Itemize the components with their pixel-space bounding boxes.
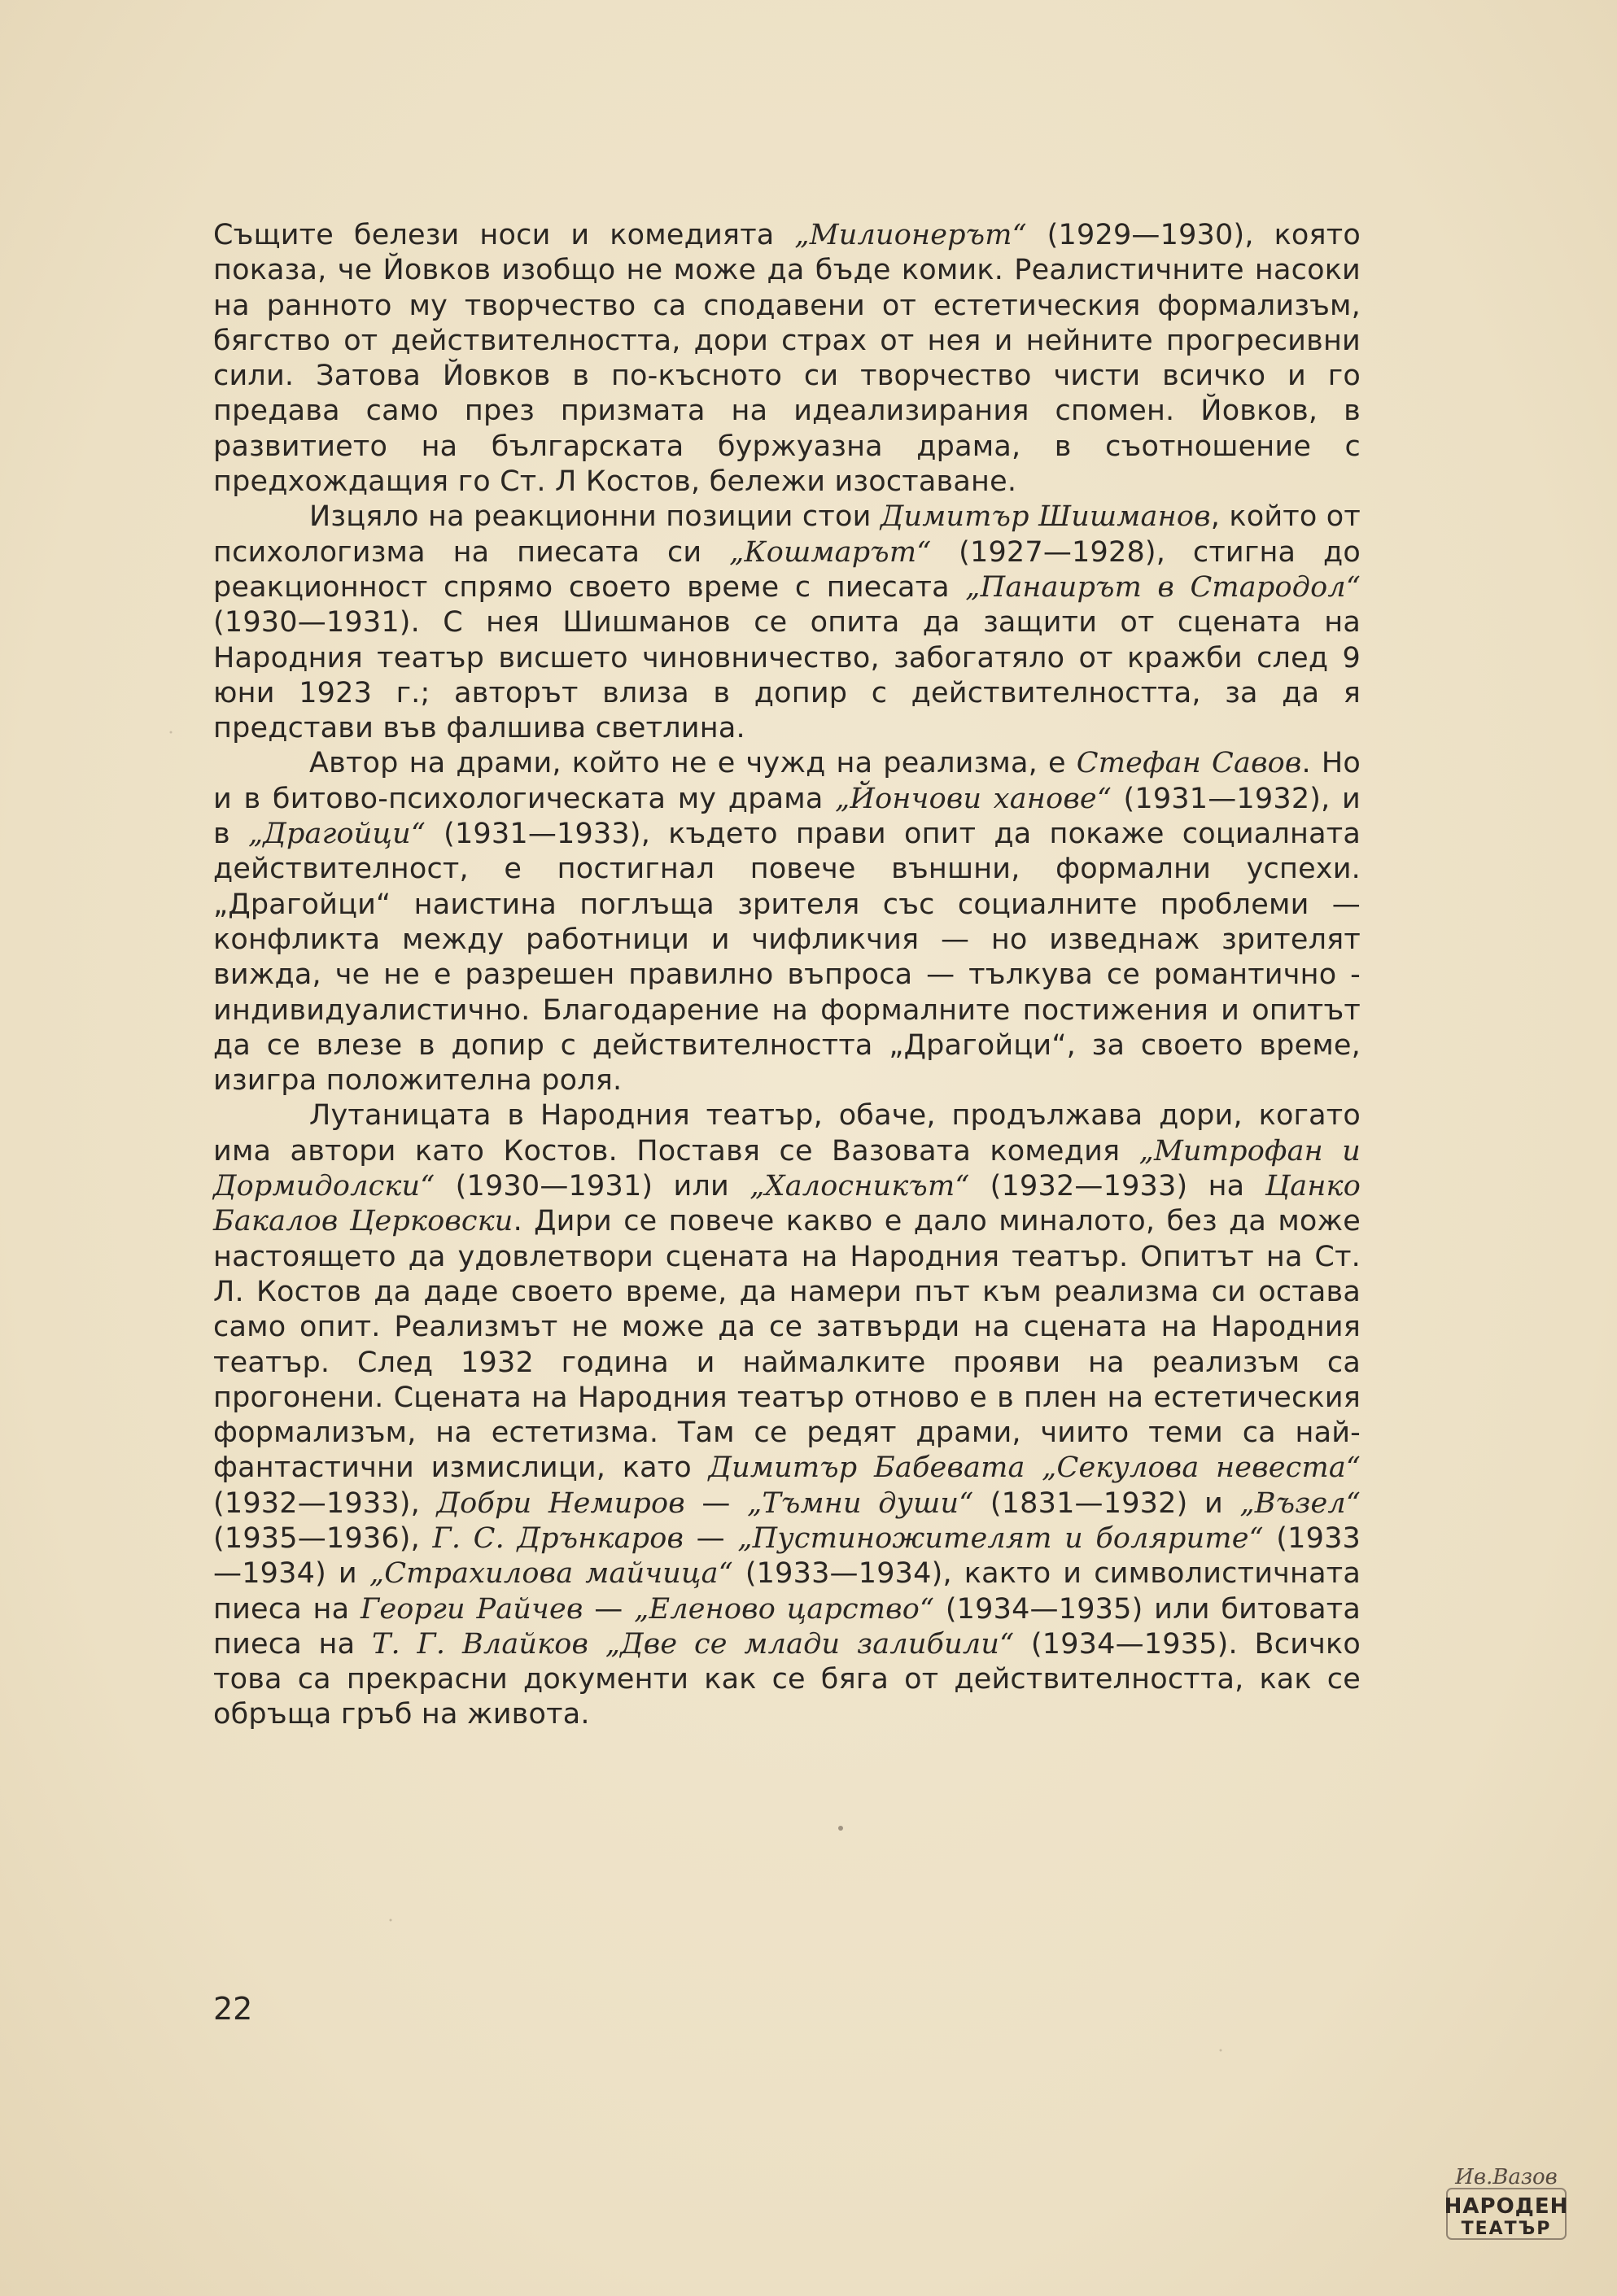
italic-title: „Митрофан и Дормидолски“ [213,1134,1361,1203]
italic-title: Добри Немиров [436,1486,685,1520]
paragraph [213,500,1361,746]
text-run: Автор на драми, който не е чужд на реализма, е [309,747,1077,780]
text-run: — [684,1486,748,1520]
text-run: (1933—1934), както и символистичната пиеса на [213,1557,1361,1626]
italic-title: „Пустиножителят и болярите“ [737,1521,1264,1555]
italic-title: Цанко Бакалов Церковски [213,1170,1361,1238]
theater-stamp-logo [1437,2156,1575,2246]
stamp-line2: ТЕАТЪР [1461,2219,1552,2239]
text-run [588,1628,605,1661]
paragraph [213,1098,1361,1732]
text-run: (1927—1928), стигна до реакционност спрямо своето време с пиесата [213,535,1361,604]
stamp-signature: Ив.Вазов [1455,2165,1558,2189]
text-run: Същите белези носи и комедията [213,219,795,251]
stamp-line1: НАРОДЕН [1444,2194,1569,2219]
italic-title: „Еленово царство“ [634,1592,935,1626]
italic-title: „Възел“ [1239,1486,1361,1520]
italic-title: Димитър Бабевата [708,1451,1025,1485]
text-run: (1932—1933), [213,1486,437,1520]
paragraph [213,218,1361,500]
italic-title: „Кошмарът“ [729,535,932,569]
italic-title: Стефан Савов [1076,747,1302,780]
italic-title: „Халосникът“ [750,1170,970,1203]
text-run: (1933—1934) и [213,1521,1361,1591]
text-run: , който от психологизма на пиесата си [213,500,1361,569]
text-run: . Дири се повече какво е дало миналото, без да може настоящето да удовлетвори сцената на Народния театър. Опитът на Ст. Л. Костов да даде своето време, да намери път към реализма си остава само опит. Реализмът не може да се затвърди на сцената на Народния театър. След 1932 година и наймалките прояви на реализъм са прогонени. Сцената на Народния театър отново е в плен на естетическия формализъм, на естетизма. Там се редят драми, чиито теми са най-фантастични измислици, като [213,1205,1361,1485]
italic-title: „Драгойци“ [247,818,426,851]
text-run: (1932—1933) на [969,1170,1265,1203]
text-run: . Но и в битово-психологическата му драма [213,747,1361,815]
text-run: (1930—1931) или [435,1170,750,1203]
paragraph [213,746,1361,1098]
text-run: (1831—1932) и [973,1486,1240,1520]
text-run: (1930—1931). С нея Шишманов се опита да защити от сцената на Народния театър висшето чиновничество, забогатяло от кражби след 9 юни 1923 г.; авторът влиза в допир с действителността, за да я представи във фалшива светлина. [213,606,1361,745]
italic-title: Димитър Шишманов [880,500,1211,534]
text-run: — [583,1592,635,1626]
text-run: (1935—1936), [213,1521,433,1555]
italic-title: „Две се млади залибили“ [605,1627,1015,1661]
italic-title: Георги Райчев [361,1592,583,1626]
text-run: Лутаницата в Народния театър, обаче, продължава дори, когато има автори като Костов. Поставя се Вазовата комедия [213,1099,1361,1168]
page-number: 22 [213,1991,253,2027]
italic-title: „Страхилова майчица“ [369,1557,733,1591]
text-run: (1929—1930), която показа, че Йовков изобщо не може да бъде комик. Реалистичните насоки на ранното му творчество са сподавени от естетическия формализъм, бягство от действителността, дори страх от нея и нейните прогресивни сили. Затова Йовков в по-късното си творчество чисти всичко и го предава само през призмата на идеализирания спомен. Йовков, в развитието на българската буржуазна драма, в съотношение с предхождащия го Ст. Л Костов, бележи изоставане. [213,219,1361,499]
text-run: Изцяло на реакционни позиции стои [309,500,881,534]
body-text [213,218,1361,1733]
text-run: (1931—1932), и в [213,782,1361,851]
stamp-svg [1437,2156,1575,2246]
italic-title: „Йончови ханове“ [835,782,1112,815]
italic-title: Г. С. Дрънкаров [432,1521,684,1555]
text-run: (1934—1935) или битовата пиеса на [213,1592,1361,1661]
italic-title: „Панаирът в Стародол“ [965,570,1361,604]
text-run: (1934—1935). Всичко това са прекрасни документи как се бяга от действителността, как се обръща гръб на живота. [213,1627,1361,1731]
italic-title: „Тъмни души“ [747,1486,974,1520]
italic-title: „Секулова невеста“ [1042,1451,1361,1485]
text-run [1025,1451,1042,1484]
text-run: — [684,1521,738,1555]
italic-title: „Милионерът“ [794,219,1027,251]
italic-title: Т. Г. Влайков [371,1627,589,1661]
text-run: (1931—1933), където прави опит да покаже социалната действителност, е постигнал повече външни, формални успехи. „Драгойци“ наистина поглъща зрителя със социалните проблеми — конфликта между работници и чифликчия — но изведнаж зрителят вижда, че не е разрешен правилно въпроса — тълкува се романтично - индивидуалистично. Благодарение на формалните постижения и опитът да се влезе в допир с действителността „Драгойци“, за своето време, изигра положителна роля. [213,818,1361,1098]
